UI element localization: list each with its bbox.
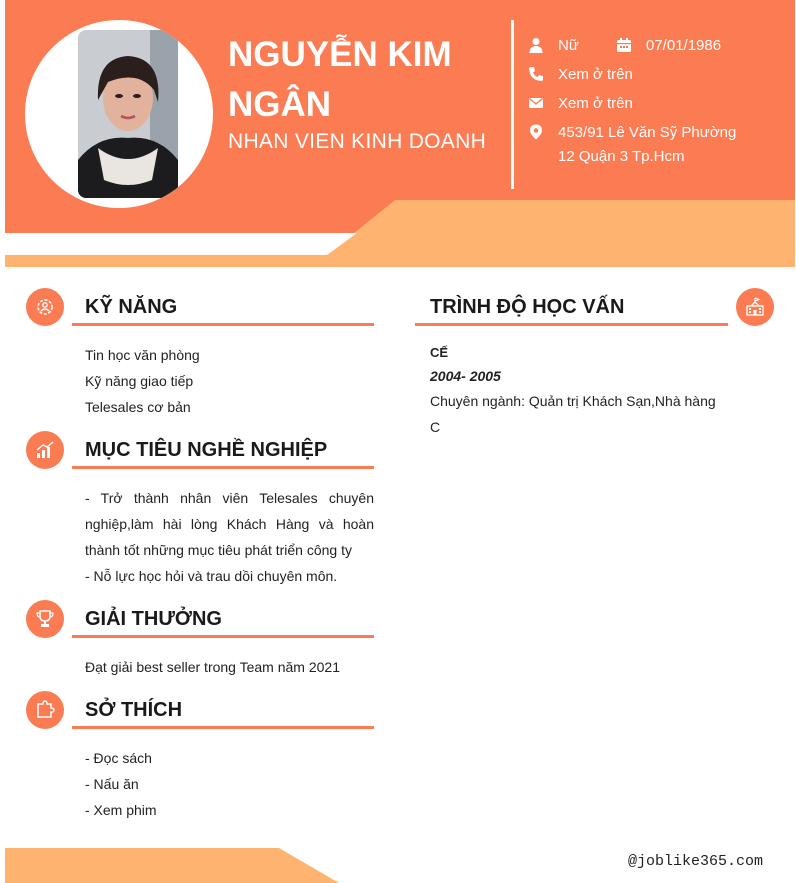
gear-icon bbox=[35, 297, 55, 317]
awards-underline bbox=[72, 635, 374, 638]
email-icon bbox=[528, 95, 544, 111]
hobbies-section-icon bbox=[26, 691, 64, 729]
skills-section-icon bbox=[26, 288, 64, 326]
objective-paragraph: - Nỗ lực học hỏi và trau dồi chuyên môn. bbox=[85, 568, 338, 584]
phone-text: Xem ở trên bbox=[558, 66, 633, 83]
hobby-item: - Đọc sách bbox=[85, 750, 152, 766]
puzzle-icon bbox=[35, 700, 55, 720]
education-heading: TRÌNH ĐỘ HỌC VẤN bbox=[430, 296, 625, 318]
location-icon bbox=[528, 124, 544, 140]
objective-underline bbox=[72, 466, 374, 469]
objective-section-icon bbox=[26, 431, 64, 469]
objective-paragraph: - Trở thành nhân viên Telesales chuyên nghiệp,làm hài lòng Khách Hàng và hoàn thành tốt những mục tiêu phát triển công ty bbox=[85, 490, 374, 558]
awards-section-icon bbox=[26, 600, 64, 638]
growth-chart-icon bbox=[35, 440, 55, 460]
trophy-icon bbox=[35, 609, 55, 629]
job-title: NHAN VIEN KINH DOANH bbox=[228, 130, 487, 153]
objective-heading: MỤC TIÊU NGHỀ NGHIỆP bbox=[85, 439, 328, 461]
gender-text: Nữ bbox=[558, 37, 579, 54]
education-underline bbox=[415, 323, 728, 326]
birthday-text: 07/01/1986 bbox=[646, 37, 722, 54]
footer-credit: @joblike365.com bbox=[628, 853, 764, 870]
school-name: CẾ bbox=[430, 345, 449, 360]
skill-item: Kỹ năng giao tiếp bbox=[85, 373, 194, 389]
profile-photo bbox=[78, 30, 178, 198]
hobbies-underline bbox=[72, 726, 374, 729]
calendar-icon bbox=[616, 37, 632, 53]
address-line-2: 12 Quận 3 Tp.Hcm bbox=[558, 148, 685, 165]
hobbies-heading: SỞ THÍCH bbox=[85, 699, 183, 721]
education-section-icon bbox=[736, 288, 774, 326]
skills-underline bbox=[72, 323, 374, 326]
awards-heading: GIẢI THƯỞNG bbox=[85, 608, 222, 630]
award-item: Đạt giải best seller trong Team năm 2021 bbox=[85, 659, 340, 675]
hobby-item: - Nấu ăn bbox=[85, 776, 139, 792]
skill-item: Telesales cơ bản bbox=[85, 399, 191, 415]
skills-heading: KỸ NĂNG bbox=[85, 296, 178, 318]
avatar bbox=[25, 20, 213, 208]
education-major: Chuyên ngành: Quản trị Khách Sạn,Nhà hàng bbox=[430, 393, 716, 409]
education-note: C bbox=[430, 419, 441, 435]
school-icon bbox=[745, 297, 765, 317]
user-icon bbox=[528, 37, 544, 53]
education-period: 2004- 2005 bbox=[430, 368, 501, 384]
header-divider bbox=[511, 20, 514, 189]
phone-icon bbox=[528, 66, 544, 82]
footer-decoration bbox=[5, 848, 345, 883]
address-line-1: 453/91 Lê Văn Sỹ Phường bbox=[558, 124, 737, 141]
hobby-item: - Xem phim bbox=[85, 802, 157, 818]
candidate-name: NGUYỄN KIM NGÂN bbox=[228, 35, 452, 124]
skill-item: Tin học văn phòng bbox=[85, 347, 200, 363]
email-text: Xem ở trên bbox=[558, 95, 633, 112]
